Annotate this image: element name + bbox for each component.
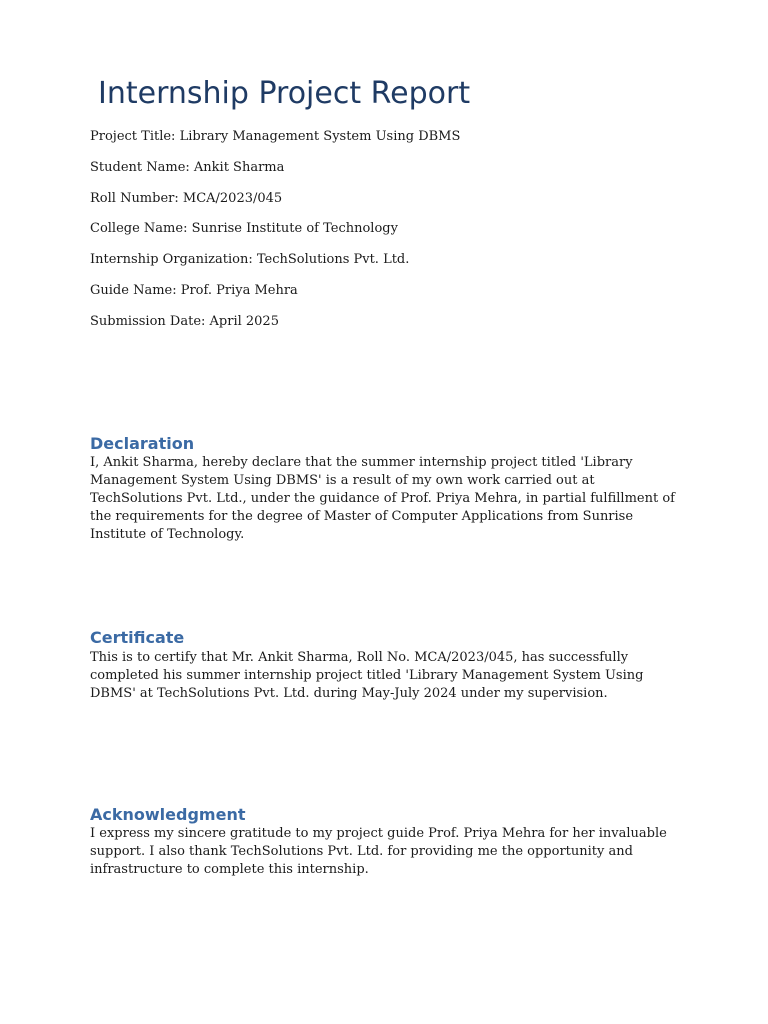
- certificate-body: This is to certify that Mr. Ankit Sharma, Roll No. MCA/2023/045, has successfully completed his summer internship project titled 'Library Management System Using DBMS' at TechSolutions Pvt. Ltd. during May-July 2024 under my supervision.: [90, 650, 644, 701]
- certificate-heading: Certificate: [90, 628, 185, 647]
- roll-number-line: Roll Number: MCA/2023/045: [90, 191, 283, 206]
- organization-line: Internship Organization: TechSolutions Pvt. Ltd.: [90, 252, 410, 267]
- acknowledgment-heading: Acknowledgment: [90, 805, 246, 824]
- college-name-line: College Name: Sunrise Institute of Technology: [90, 221, 398, 236]
- submission-date-line: Submission Date: April 2025: [90, 314, 279, 329]
- declaration-body: I, Ankit Sharma, hereby declare that the summer internship project titled 'Library Management System Using DBMS' is a result of my own work carried out at TechSolutions Pvt. Ltd., under the guidance of Prof. Priya Mehra, in partial fulfillment of the requirements for the degree of Master of Computer Applications from Sunrise Institute of Technology.: [90, 455, 675, 542]
- project-title-line: Project Title: Library Management System Using DBMS: [90, 129, 461, 144]
- declaration-heading: Declaration: [90, 434, 195, 453]
- page-title: Internship Project Report: [98, 76, 471, 111]
- student-name-line: Student Name: Ankit Sharma: [90, 160, 285, 175]
- guide-name-line: Guide Name: Prof. Priya Mehra: [90, 283, 298, 298]
- acknowledgment-body: I express my sincere gratitude to my project guide Prof. Priya Mehra for her invaluable support. I also thank TechSolutions Pvt. Ltd. for providing me the opportunity and infrastructure to complete this internship.: [90, 826, 667, 877]
